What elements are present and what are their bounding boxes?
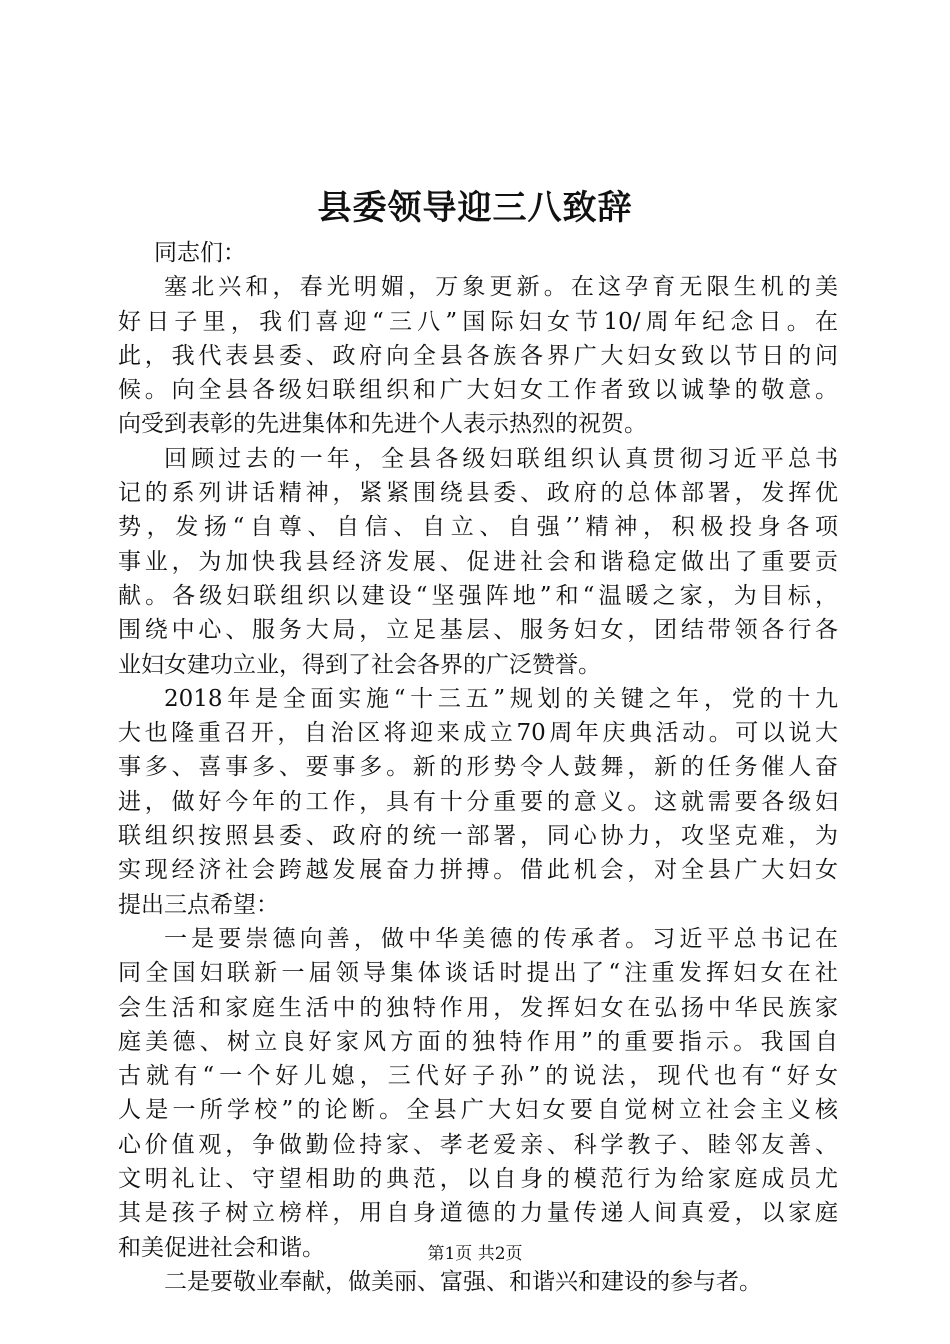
text-line: 好日子里，我们喜迎“三八”国际妇女节10/周年纪念日。在 (118, 308, 838, 335)
paragraph (118, 1265, 838, 1299)
text-line: 一是要崇德向善，做中华美德的传承者。习近平总书记在 (164, 925, 838, 952)
text-line: 二是要敬业奉献，做美丽、富强、和谐兴和建设的参与者。 (164, 1268, 762, 1295)
text-line: 事多、喜事多、要事多。新的形势令人鼓舞，新的任务催人奋 (118, 754, 838, 781)
text-line: 围绕中心、服务大局，立足基层、服务妇女，团结带领各行各 (118, 617, 838, 644)
text-line: 其是孩子树立榜样，用自身道德的力量传递人间真爱，以家庭 (118, 1200, 838, 1227)
text-line: 向受到表彰的先进集体和先进个人表示热烈的祝贺。 (118, 411, 647, 438)
text-line: 人是一所学校”的论断。全县广大妇女要自觉树立社会主义核 (118, 1097, 838, 1124)
text-line: 2018年是全面实施“十三五”规划的关键之年，党的十九 (164, 685, 838, 712)
text-line: 和美促进社会和谐。 (118, 1234, 325, 1261)
paragraph (118, 922, 838, 1265)
text-line: 势，发扬“自尊、自信、自立、自强’’精神，积极投身各项 (118, 514, 838, 541)
paragraph (118, 270, 838, 441)
document-title: 县委领导迎三八致辞 (317, 188, 633, 228)
paragraph (118, 442, 838, 682)
text-line: 同全国妇联新一届领导集体谈话时提出了“注重发挥妇女在社 (118, 960, 838, 987)
text-line: 事业，为加快我县经济发展、促进社会和谐稳定做出了重要贡 (118, 548, 838, 575)
salutation: 同志们： (154, 240, 246, 266)
text-line: 实现经济社会跨越发展奋力拼搏。借此机会，对全县广大妇女 (118, 857, 838, 884)
text-line: 业妇女建功立业，得到了社会各界的广泛赞誉。 (118, 651, 601, 678)
text-line: 心价值观，争做勤俭持家、孝老爱亲、科学教子、睦邻友善、 (118, 1131, 838, 1158)
page-number-footer: 第1页 共2页 (427, 1244, 523, 1264)
text-line: 会生活和家庭生活中的独特作用，发挥妇女在弘扬中华民族家 (118, 994, 838, 1021)
text-line: 塞北兴和，春光明媚，万象更新。在这孕育无限生机的美 (164, 274, 838, 301)
paragraph (118, 682, 838, 922)
text-line: 献。各级妇联组织以建设“坚强阵地”和“温暖之家，为目标， (118, 582, 838, 609)
text-line: 古就有“一个好儿媳，三代好子孙”的说法，现代也有“好女 (118, 1063, 838, 1090)
text-line: 回顾过去的一年，全县各级妇联组织认真贯彻习近平总书 (164, 445, 838, 472)
text-line: 庭美德、树立良好家风方面的独特作用”的重要指示。我国自 (118, 1028, 838, 1055)
text-line: 文明礼让、守望相助的典范，以自身的模范行为给家庭成员尤 (118, 1166, 838, 1193)
text-line: 记的系列讲话精神，紧紧围绕县委、政府的总体部署，发挥优 (118, 480, 838, 507)
text-line: 此，我代表县委、政府向全县各族各界广大妇女致以节日的问 (118, 342, 838, 369)
document-body (118, 236, 838, 1299)
text-line: 候。向全县各级妇联组织和广大妇女工作者致以诚挚的敬意。 (118, 377, 838, 404)
text-line: 大也隆重召开，自治区将迎来成立70周年庆典活动。可以说大 (118, 720, 838, 747)
text-line: 提出三点希望： (118, 891, 279, 918)
text-line: 进，做好今年的工作，具有十分重要的意义。这就需要各级妇 (118, 788, 838, 815)
text-line: 联组织按照县委、政府的统一部署，同心协力，攻坚克难，为 (118, 823, 838, 850)
